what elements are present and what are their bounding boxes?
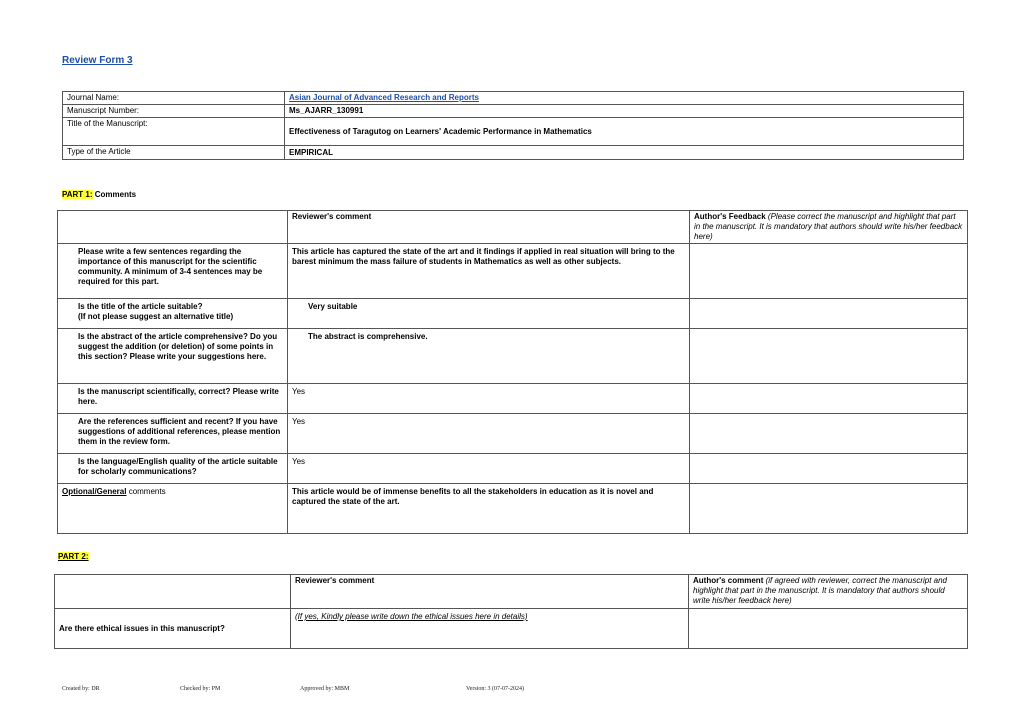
question-importance: Please write a few sentences regarding the importance of this manuscript for the scientific community. A minimum of 3-4 sentences may be required for this part. — [58, 244, 288, 299]
table-row — [58, 414, 968, 454]
ethical-issues-instruction: (If yes, Kindly please write down the ethical issues here in details) — [291, 609, 689, 649]
part1-comments-table — [57, 210, 968, 534]
footer-checked-by: Checked by: PM — [180, 686, 221, 692]
optional-comment: This article would be of immense benefits to all the stakeholders in education as it is novel and captured the state of the art. — [288, 484, 690, 534]
manuscript-title-label: Title of the Manuscript: — [63, 118, 285, 146]
part1-header-blank — [58, 211, 288, 244]
author-feedback-cell[interactable] — [690, 329, 968, 384]
part2-author-header-note: (if agreed with reviewer, correct the manuscript and highlight that part in the manuscript. It is mandatory that authors should write his/her feedback here) — [693, 576, 947, 605]
part2-heading — [58, 552, 89, 561]
comment-abstract: The abstract is comprehensive. — [288, 329, 690, 384]
optional-label-underlined: Optional/General — [62, 487, 127, 496]
table-row — [58, 244, 968, 299]
question-language: Is the language/English quality of the article suitable for scholarly communications? — [58, 454, 288, 484]
part1-reviewer-header: Reviewer's comment — [288, 211, 690, 244]
footer-created-by: Created by: DR — [62, 686, 100, 692]
author-feedback-cell[interactable] — [690, 454, 968, 484]
footer-approved-by: Approved by: MBM — [300, 686, 350, 692]
journal-name-label: Journal Name: — [63, 92, 285, 105]
article-type-value: EMPIRICAL — [285, 146, 964, 160]
optional-comments-label — [58, 484, 288, 534]
manuscript-number-label: Manuscript Number: — [63, 105, 285, 118]
part2-ethics-table — [54, 574, 968, 649]
table-row — [58, 384, 968, 414]
question-references: Are the references sufficient and recent? If you have suggestions of additional references, please mention them in the review form. — [58, 414, 288, 454]
part1-heading-text: Comments — [92, 190, 137, 199]
author-feedback-cell[interactable] — [690, 384, 968, 414]
question-abstract: Is the abstract of the article comprehensive? Do you suggest the addition (or deletion) of some points in this section? Please write your suggestions here. — [58, 329, 288, 384]
part2-reviewer-header: Reviewer's comment — [291, 575, 689, 609]
table-row — [58, 299, 968, 329]
author-comment-cell[interactable] — [689, 609, 968, 649]
part1-author-header-bold: Author's Feedback — [694, 212, 766, 221]
comment-importance: This article has captured the state of the art and it findings if applied in real situation will bring to the barest minimum the mass failure of students in Mathematics as well as other subjects. — [288, 244, 690, 299]
table-row — [58, 454, 968, 484]
part2-heading-tag: PART 2: — [58, 552, 89, 561]
part1-heading-tag: PART 1: — [62, 190, 93, 199]
journal-name-link[interactable]: Asian Journal of Advanced Research and Reports — [289, 93, 479, 102]
part1-author-header-note: (Please correct the manuscript and highlight that part in the manuscript. It is mandatory that authors should write his/her feedback here) — [694, 212, 963, 241]
part2-author-header — [689, 575, 968, 609]
manuscript-info-table — [62, 91, 964, 160]
question-scientific: Is the manuscript scientifically, correct? Please write here. — [58, 384, 288, 414]
part2-header-blank — [55, 575, 291, 609]
part2-author-header-bold: Author's comment — [693, 576, 764, 585]
manuscript-title-value: Effectiveness of Taragutog on Learners' Academic Performance in Mathematics — [285, 118, 964, 146]
table-row — [55, 609, 968, 649]
question-title: Is the title of the article suitable? (If not please suggest an alternative title) — [58, 299, 288, 329]
comment-language: Yes — [288, 454, 690, 484]
comment-scientific: Yes — [288, 384, 690, 414]
author-feedback-cell[interactable] — [690, 484, 968, 534]
part1-author-header — [690, 211, 968, 244]
part1-heading — [62, 190, 136, 199]
author-feedback-cell[interactable] — [690, 299, 968, 329]
footer-version: Version: 3 (07-07-2024) — [466, 686, 524, 692]
manuscript-number-value: Ms_AJARR_130991 — [285, 105, 964, 118]
article-type-label: Type of the Article — [63, 146, 285, 160]
ethical-issues-question: Are there ethical issues in this manuscript? — [55, 609, 291, 649]
table-row — [58, 329, 968, 384]
form-title: Review Form 3 — [62, 55, 133, 66]
author-feedback-cell[interactable] — [690, 414, 968, 454]
comment-references: Yes — [288, 414, 690, 454]
optional-label-rest: comments — [126, 487, 166, 496]
table-row — [58, 484, 968, 534]
author-feedback-cell[interactable] — [690, 244, 968, 299]
comment-title: Very suitable — [288, 299, 690, 329]
